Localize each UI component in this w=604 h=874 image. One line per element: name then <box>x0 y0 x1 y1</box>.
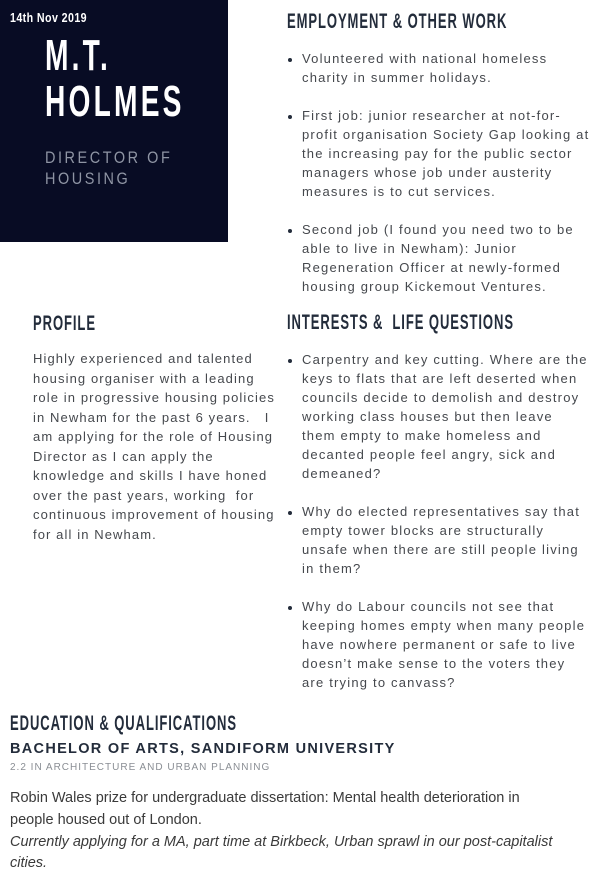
interests-list <box>287 350 590 692</box>
education-details <box>10 788 590 874</box>
masthead-panel <box>0 0 228 242</box>
interests-item: • Carpentry and key cutting. Where are the keys to flats that are left deserted when councils decide to demolish and destroy working class houses but then leave them empty to make homeless and decanted people feel angry, sick and demeaned? <box>302 350 590 483</box>
employment-section <box>287 10 590 315</box>
profile-body: Highly experienced and talented housing organiser with a leading role in progressive housing policies in Newham for the past 6 years. I am applying for the role of Housing Director as I can apply the knowledge and skills I have honed over the past years, working for continuous improvement of housing for all in Newham. <box>33 351 280 542</box>
current-study-note: Currently applying for a MA, part time at Birkbeck, Urban sprawl in our post-capitalist cities. <box>10 834 553 871</box>
dissertation-award: Robin Wales prize for undergraduate dissertation: Mental health deterioration in people housed out of London. <box>10 790 520 828</box>
interests-item: • Why do elected representatives say that empty tower blocks are structurally unsafe when there are still people living in them? <box>302 502 590 578</box>
employment-item: • Second job (I found you need two to be able to live in Newham): Junior Regeneration Officer at newly-formed housing group Kickemout Ventures. <box>302 220 590 296</box>
profile-section <box>33 312 280 544</box>
profile-heading: PROFILE <box>33 312 96 335</box>
candidate-name: M.T. HOLMES <box>45 31 185 126</box>
degree-grade: 2.2 IN ARCHITECTURE AND URBAN PLANNING <box>10 762 271 773</box>
degree-title: BACHELOR OF ARTS, SANDIFORM UNIVERSITY <box>10 741 396 757</box>
employment-heading: EMPLOYMENT & OTHER WORK <box>287 10 508 33</box>
employment-list <box>287 49 590 296</box>
employment-item: • Volunteered with national homeless charity in summer holidays. <box>302 49 590 87</box>
education-section <box>10 712 590 773</box>
interests-item: • Why do Labour councils not see that keeping homes empty when many people have nowhere permanent or safe to live doesn’t make sense to the voters they are trying to canvass? <box>302 597 590 692</box>
education-heading: EDUCATION & QUALIFICATIONS <box>10 712 237 735</box>
interests-section <box>287 311 590 711</box>
date-label: 14th Nov 2019 <box>10 10 88 25</box>
employment-item: • First job: junior researcher at not-for-profit organisation Society Gap looking at the increasing pay for the public sector managers whose job under austerity measures is to cut services. <box>302 106 590 201</box>
candidate-role: DIRECTOR OF HOUSING <box>45 148 173 188</box>
interests-heading: INTERESTS & LIFE QUESTIONS <box>287 311 514 334</box>
